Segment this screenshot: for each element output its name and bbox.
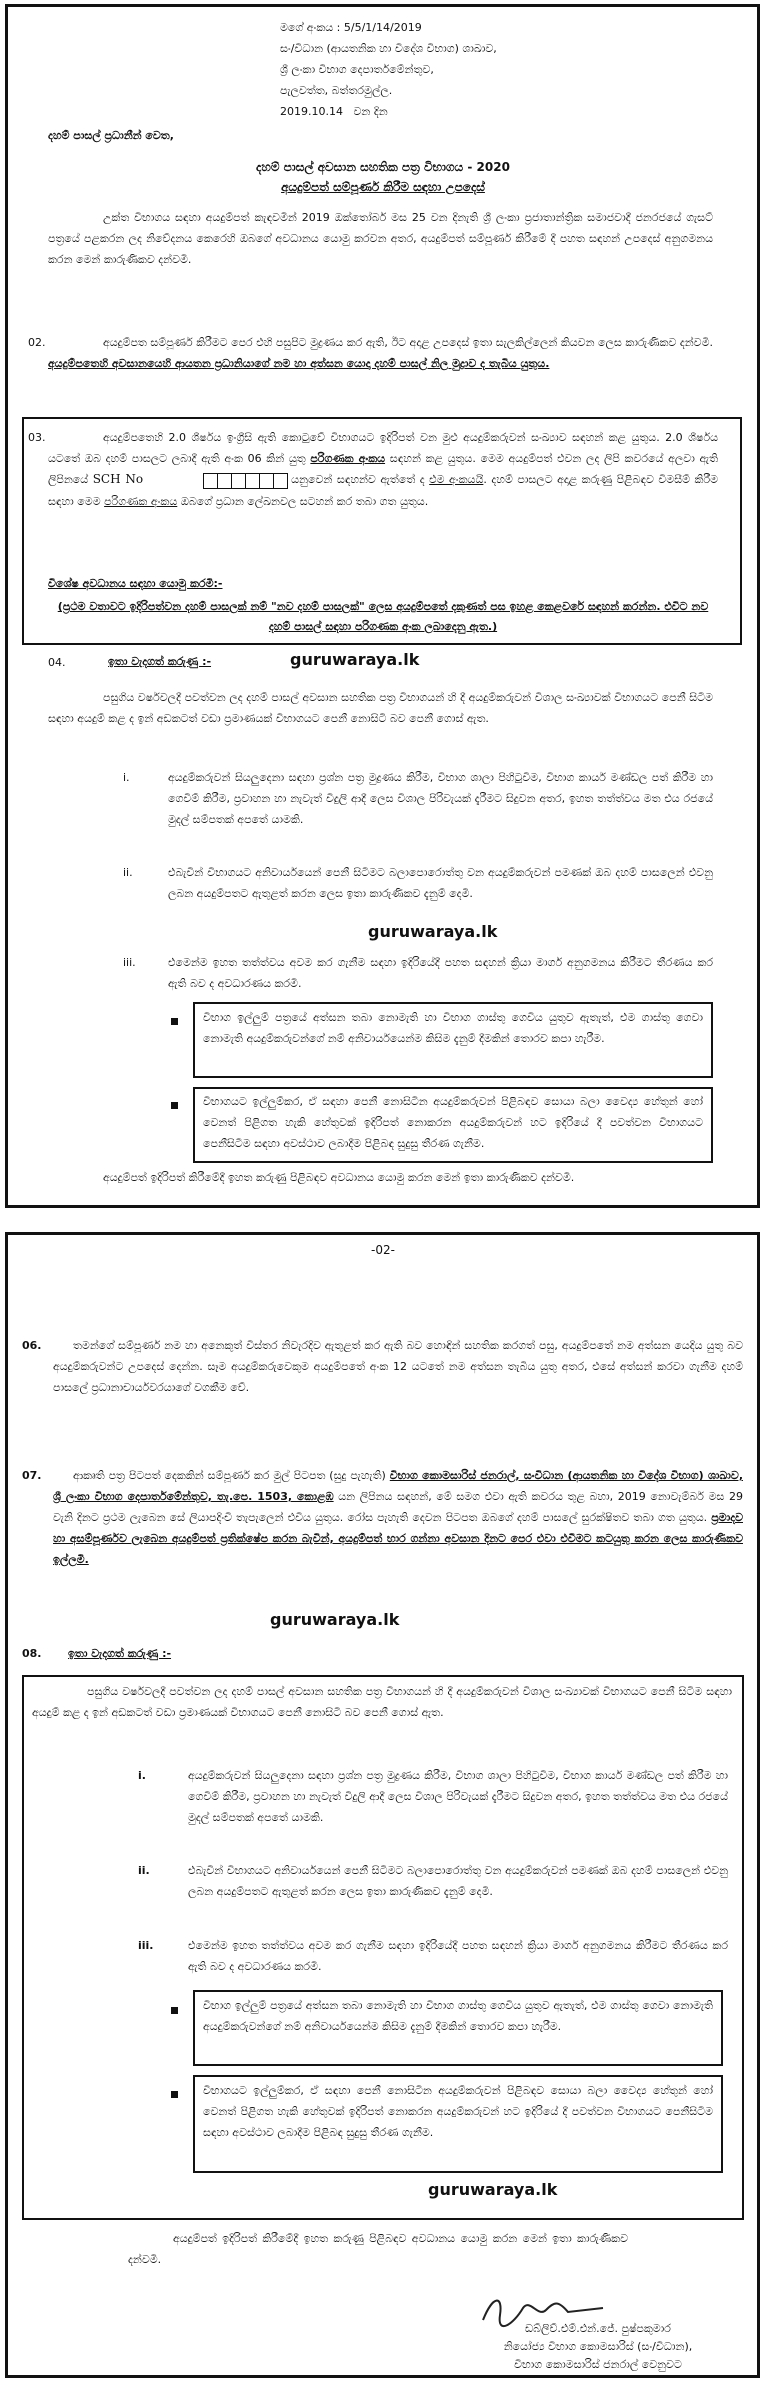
- ref-number: 5/5/1/14/2019: [343, 21, 422, 34]
- section-03-number: 03.: [28, 431, 46, 444]
- bullet-2-text: විභාගයට ඉල්ලුම්කර, ඒ සඳහා පෙනී නොසිටින අයදුම්කරුවන් පිළිබඳව සොයා බලා වෛද්‍ය හේතුන් හෝ වෙනත් පිළිගත හැකි හේතුවක් ඉදිරිපත් නොකරන අයදුම්කරුවන් හට ඉදිරියේ දී පවත්වන විභාගයට පෙනීසිටීම සඳහා අවස්ථාව ලබාදීම පිළිබඳ සුදුසු තීරණ ගැනීම.: [203, 1095, 703, 1150]
- watermark-3: guruwaraya.lk: [270, 1610, 400, 1629]
- page-2-closing: අයදුම්පත් ඉදිරිපත් කිරීමේදී ඉහත කරුණු පිළිබඳව අවධානය යොමු කරන මෙන් ඉතා කාරුණිකව දන්වමි.: [128, 2232, 628, 2266]
- item-i-text: අයදුම්කරුවන් සියලුදෙනා සඳහා ප්‍රශ්න පත්‍ර මුද්‍රණය කිරීම, විභාග ශාලා පිහිටුවීම, විභාග කාර්ය මණ්ඩල පත් කිරීම හා ගෙවීම් කිරීම, ප්‍රවාහන හා නැවැත් විදුලි ආදී ලෙස විශාල පිරිවැයක් දැරීමට සිදුවන අතර, ඉහත තත්ත්වය මත එය රජයේ මුදල් සම්පතක් අපතේ යාමකි.: [188, 1769, 728, 1824]
- section-03-text-c: යනුවෙන් සඳහන්ව ඇත්තේ ද: [291, 473, 425, 486]
- item-ii-number: ii.: [123, 866, 133, 879]
- page-1-closing: අයදුම්පත් ඉදිරිපත් කිරීමේදී ඉහත කරුණු පිළිබඳව අවධානය යොමු කරන මෙන් ඉතා කාරුණිකව දන්වමි.: [103, 1171, 575, 1184]
- section-07-number: 07.: [22, 1469, 42, 1482]
- section-06-number: 06.: [22, 1339, 42, 1352]
- signatory-for: විභාග කොමසාරිස් ජනරාල් වෙනුවට: [514, 2358, 682, 2371]
- letter-page-1: [5, 4, 760, 1208]
- exam-commissioner-address: විභාග කොමසාරිස් ජනරාල්, සංවිධාන (ආයතනික හා විදේශ විභාග) ශාඛාව, ශ්‍රී ලංකා විභාග දෙපාර්තමේන්තුව, තැ.පෙ. 1503, කොළඹ: [53, 1469, 743, 1503]
- bullet-2-text: විභාගයට ඉල්ලුම්කර, ඒ සඳහා පෙනී නොසිටින අයදුම්කරුවන් පිළිබඳව සොයා බලා වෛද්‍ය හේතුන් හෝ වෙනත් පිළිගත හැකි හේතුවක් ඉදිරිපත් නොකරන අයදුම්කරුවන් හට ඉදිරියේ දී පවත්වන විභාගයට පෙනීසිටීම සඳහා අවස්ථාව ලබාදීම පිළිබඳ සුදුසු තීරණ ගැනීම.: [203, 2084, 713, 2139]
- header-line-1: සං/විධාන (ආයතනික හා විදේශ විභාග) ශාඛාව,: [280, 42, 497, 55]
- special-attention-heading: විශේෂ අවධානය සඳහා යොමු කරමි:-: [48, 577, 223, 590]
- bullet-1-text: විභාග ඉල්ලුම් පත්‍රයේ අත්සන තබා නොමැති හා විභාග ගාස්තු ගෙවිය යුතුව ඇතැත්, එම ගාස්තු ගෙවා නොමැති අයදුම්කරුවන්ගේ නම් අනිවාර්යයෙන්ම කිසිම දැනුම් දීමකින් තොරව කපා හැරීම.: [203, 1999, 713, 2033]
- item-ii-text: එබැවින් විභාගයට අනිවාර්යයෙන් පෙනී සිටීමට බලාපොරොත්තු වන අයදුම්කරුවන් පමණක් ඔබ දහම් පාසලෙන් එවනු ලබන අයදුම්පතට ඇතුළත් කරන ලෙස ඉතා කාරුණිකව දැනුම් දෙමි.: [188, 1864, 728, 1898]
- ref-label: මගේ අංකය :: [280, 21, 341, 34]
- section-03-text-b: සඳහන් කළ යුතුය. මෙම අයදුම්පත් එවන ලද ලිපි කවරයේ අලවා ඇති ලිපිනයේ: [48, 452, 719, 486]
- section-03: [48, 427, 718, 512]
- section-02-number: 02.: [28, 336, 46, 349]
- section-03-underlined-d: පරිගණක අංකය: [104, 494, 178, 508]
- watermark-4: guruwaraya.lk: [428, 2180, 558, 2199]
- letter-date: 2019.10.14: [280, 105, 343, 118]
- sch-number-boxes: [148, 470, 287, 491]
- header-line-2: ශ්‍රී ලංකා විභාග දෙපාර්තමේන්තුව,: [280, 63, 434, 76]
- section-02-text: අයදුම්පත සම්පූර්ණ කිරීමට පෙර එහි පසුපිට මුද්‍රණය කර ඇති, ඊට අදාළ උපදෙස් ඉතා සැලකිල්ලෙන් කියවන ලෙස කාරුණිකව දන්වමි.: [103, 336, 713, 349]
- section-03-underlined-c: එම අංකයයි: [429, 473, 484, 486]
- date-suffix: වන දින: [353, 105, 388, 118]
- section-07-text-b: යන ලිපිනය සඳහන්, මේ සමග එවා ඇති කවරය තුළ බහා, 2019 නොවැම්බර් මස 29 වැනි දිනට ප්‍රථම ලැබෙන සේ ලියාපදිංචි තැපැලෙන් එවිය යුතුය. රෝස පැහැති දෙවන පිටපත ඔබගේ දහම් පාසලේ සුරක්ෂිතව තබා ගත යුතුය.: [53, 1490, 743, 1524]
- section-07: [53, 1465, 743, 1570]
- section-08-heading: ඉතා වැදගත් කරුණු :-: [68, 1647, 172, 1660]
- section-06-text: තමන්ගේ සම්පූර්ණ නම හා අනෙකුත් විස්තර නිවැරදිව ඇතුළත් කර ඇති බව හොඳින් සහතික කරගත් පසු, අයදුම්පතේ නම අත්සන යෙදිය යුතු බව අයදුම්කරුවන්ට උපදෙස් දෙන්න. සෑම අයදුම්කරුවෙකුම අයදුම්පතේ අංක 12 යටතේ නම අත්සන තැබිය යුතු අතර, එසේ අත්සන් කරවා ගැනීම දහම් පාසලේ ප්‍රධානාචාර්යවරයාගේ වගකීම වේ.: [53, 1339, 743, 1394]
- section-03-text-d: . දහම් පාසලට අදාළ කරුණු පිළිබඳව විමසීම් කිරීම සඳහා මෙම: [48, 473, 719, 508]
- section-04-number: 04.: [48, 656, 66, 669]
- title-line-1: දහම් පාසල් අවසාන සහතික පත්‍ර විභාගය - 2020: [256, 160, 510, 174]
- computer-number-term: පරිගණක අංකය: [310, 452, 386, 465]
- recipient: දහම් පාසල් ප්‍රධානීන් වෙත,: [48, 129, 174, 142]
- section-04-heading: ඉතා වැදගත් කරුණු :-: [108, 655, 212, 668]
- bullet-marker: [171, 1018, 178, 1025]
- special-attention-text: (ප්‍රථම වතාවට ඉදිරිපත්වන දහම් පාසලක් නම් "නව දහම් පාසලක්" ලෙස අයදුම්පතේ දකුණත් පස ඉහළ කෙළවරේ සඳහන් කරන්න. එවිට නව දහම් පාසල් සඳහා පරිගණක අංක ලබාදෙනු ඇත.): [57, 600, 709, 633]
- signatory-name: ඩබ්ලිව්.එම්.එන්.ජේ. පුෂ්පකුමාර: [525, 2322, 671, 2335]
- bullet-marker: [171, 1102, 178, 1109]
- item-i-number: i.: [123, 771, 130, 784]
- signature-block: [448, 2320, 748, 2374]
- item-iii-text: එමෙන්ම ඉහත තත්ත්වය අවම කර ගැනීම සඳහා ඉදිරියේදී පහත සඳහන් ක්‍රියා මාර්ග අනුගමනය කිරීමට තීරණය කර ඇති බව ද අවධාරණය කරමි.: [188, 1939, 728, 1973]
- letter-header: [280, 17, 750, 122]
- letter-page-2: [5, 1232, 760, 2378]
- item-iii-text: එමෙන්ම ඉහත තත්ත්වය අවම කර ගැනීම සඳහා ඉදිරියේදී පහත සඳහන් ක්‍රියා මාර්ග අනුගමනය කිරීමට තීරණය කර ඇති බව ද අවධාරණය කරමි.: [168, 956, 713, 990]
- sch-no-label: SCH No: [92, 472, 144, 486]
- section-08-number: 08.: [22, 1647, 42, 1660]
- bullet-marker: [171, 2007, 178, 2014]
- bullet-marker: [171, 2091, 178, 2098]
- section-07-text-a: ආකෘති පත්‍ර පිටපත් දෙකකින් සම්පූර්ණ කර මුල් පිටපත (සුදු පැහැති): [73, 1469, 386, 1482]
- bullet-1-text: විභාග ඉල්ලුම් පත්‍රයේ අත්සන තබා නොමැති හා විභාග ගාස්තු ගෙවිය යුතුව ඇතැත්, එම ගාස්තු ගෙවා නොමැති අයදුම්කරුවන්ගේ නම් අනිවාර්යයෙන්ම කිසිම දැනුම් දීමකින් තොරව කපා හැරීම.: [203, 1011, 703, 1045]
- signatory-title: නියෝජ්‍ය විභාග කොමසාරිස් (සං/විධාන),: [503, 2340, 693, 2353]
- section-03-text-a: අයදුම්පතෙහි 2.0 ශීර්ෂය ඉංග්‍රීසි ඇති කොටුවේ විභාගයට ඉදිරිපත් වන මුළු අයදුම්කරුවන් සංඛ්‍යාව සඳහන් කළ යුතුය. 2.0 ශීර්ෂය යටතේ ඔබ දහම් පාසලට ලබාදී ඇති අංක 06 කින් යුතු: [48, 431, 718, 465]
- section-03-text-e: ඔබගේ ප්‍රධාන ලේඛනවල සටහන් කර තබා ගත යුතුය.: [180, 494, 429, 508]
- section-02-bold: අයදුම්පතෙහි අවසානයෙහි ආයතන ප්‍රධානියාගේ නම හා අත්සන යොදා දහම් පාසල් නිල මුද්‍රාව ද තැබිය යුතුය.: [48, 357, 550, 370]
- item-ii-number: ii.: [138, 1864, 150, 1877]
- section-08-intro: පසුගිය වර්ෂවලදී පවත්වන ලද දහම් පාසල් අවසාන සහතික පත්‍ර විභාගයන් හි දී අයදුම්කරුවන් විශාල සංඛ්‍යාවක් විභාගයට පෙනී සිටීම සඳහා අයදුම් කළ ද ඉන් අඩකටත් වඩා ප්‍රමාණයක් විභාගයට පෙනී නොසිටි බව පෙනී ගොස් ඇත.: [32, 1685, 732, 1719]
- page-separator: [0, 1208, 765, 1232]
- item-i-number: i.: [138, 1769, 146, 1782]
- header-line-3: පැලවත්ත, බත්තරමුල්ල.: [280, 84, 393, 97]
- intro-paragraph: උක්ත විභාගය සඳහා අයදුම්පත් කැඳවමින් 2019 ඔක්තෝබර් මස 25 වන දිනැති ශ්‍රී ලංකා ප්‍රජාතාන්ත්‍රික සමාජවාදී ජනරජයේ ගැසට් පත්‍රයේ පළකරන ලද නිවේදනය කෙරෙහි ඔබගේ අවධානය යොමු කරවන අතර, අයදුම්පත් සම්පූර්ණ කිරීමේ දී පහත සඳහන් උපදෙස් අනුගමනය කරන මෙන් කාරුණිකව දන්වමි.: [48, 211, 713, 266]
- section-02: [48, 332, 713, 374]
- letter-title: [158, 157, 608, 197]
- section-07-bold-end: ප්‍රමාදව හා අසම්පූර්ණව ලැබෙන අයදුම්පත් ප්‍රතික්ෂේප කරන බැවින්, අයදුම්පත් භාර ගන්නා අවසාන දිනට පෙර එවා එවීමට කටයුතු කරන ලෙස කාරුණිකව ඉල්ලමි.: [53, 1511, 743, 1566]
- item-iii-number: iii.: [123, 956, 136, 969]
- page-number: -02-: [371, 1243, 395, 1257]
- item-i-text: අයදුම්කරුවන් සියලුදෙනා සඳහා ප්‍රශ්න පත්‍ර මුද්‍රණය කිරීම, විභාග ශාලා පිහිටුවීම, විභාග කාර්ය මණ්ඩල පත් කිරීම හා ගෙවීම් කිරීම, ප්‍රවාහන හා නැවැත් විදුලි ආදී ලෙස විශාල පිරිවැයක් දැරීමට සිදුවන අතර, ඉහත තත්ත්වය මත එය රජයේ මුදල් සම්පතක් අපතේ යාමකි.: [168, 771, 713, 826]
- watermark-2: guruwaraya.lk: [368, 922, 498, 941]
- watermark-1: guruwaraya.lk: [290, 650, 420, 669]
- item-iii-number: iii.: [138, 1939, 154, 1952]
- section-04-intro: පසුගිය වර්ෂවලදී පවත්වන ලද දහම් පාසල් අවසාන සහතික පත්‍ර විභාගයන් හි දී අයදුම්කරුවන් විශාල සංඛ්‍යාවක් විභාගයට පෙනී සිටීම සඳහා අයදුම් කළ ද ඉන් අඩකටත් වඩා ප්‍රමාණයක් විභාගයට පෙනී නොසිටි බව පෙනී ගොස් ඇත.: [48, 691, 713, 725]
- item-ii-text: එබැවින් විභාගයට අනිවාර්යයෙන් පෙනී සිටීමට බලාපොරොත්තු වන අයදුම්කරුවන් පමණක් ඔබ දහම් පාසලෙන් එවනු ලබන අයදුම්පතට ඇතුළත් කරන ලෙස ඉතා කාරුණිකව දැනුම් දෙමි.: [168, 866, 713, 900]
- title-line-2: අයදුම්පත් සම්පූර්ණ කිරීම සඳහා උපදෙස්: [281, 180, 485, 194]
